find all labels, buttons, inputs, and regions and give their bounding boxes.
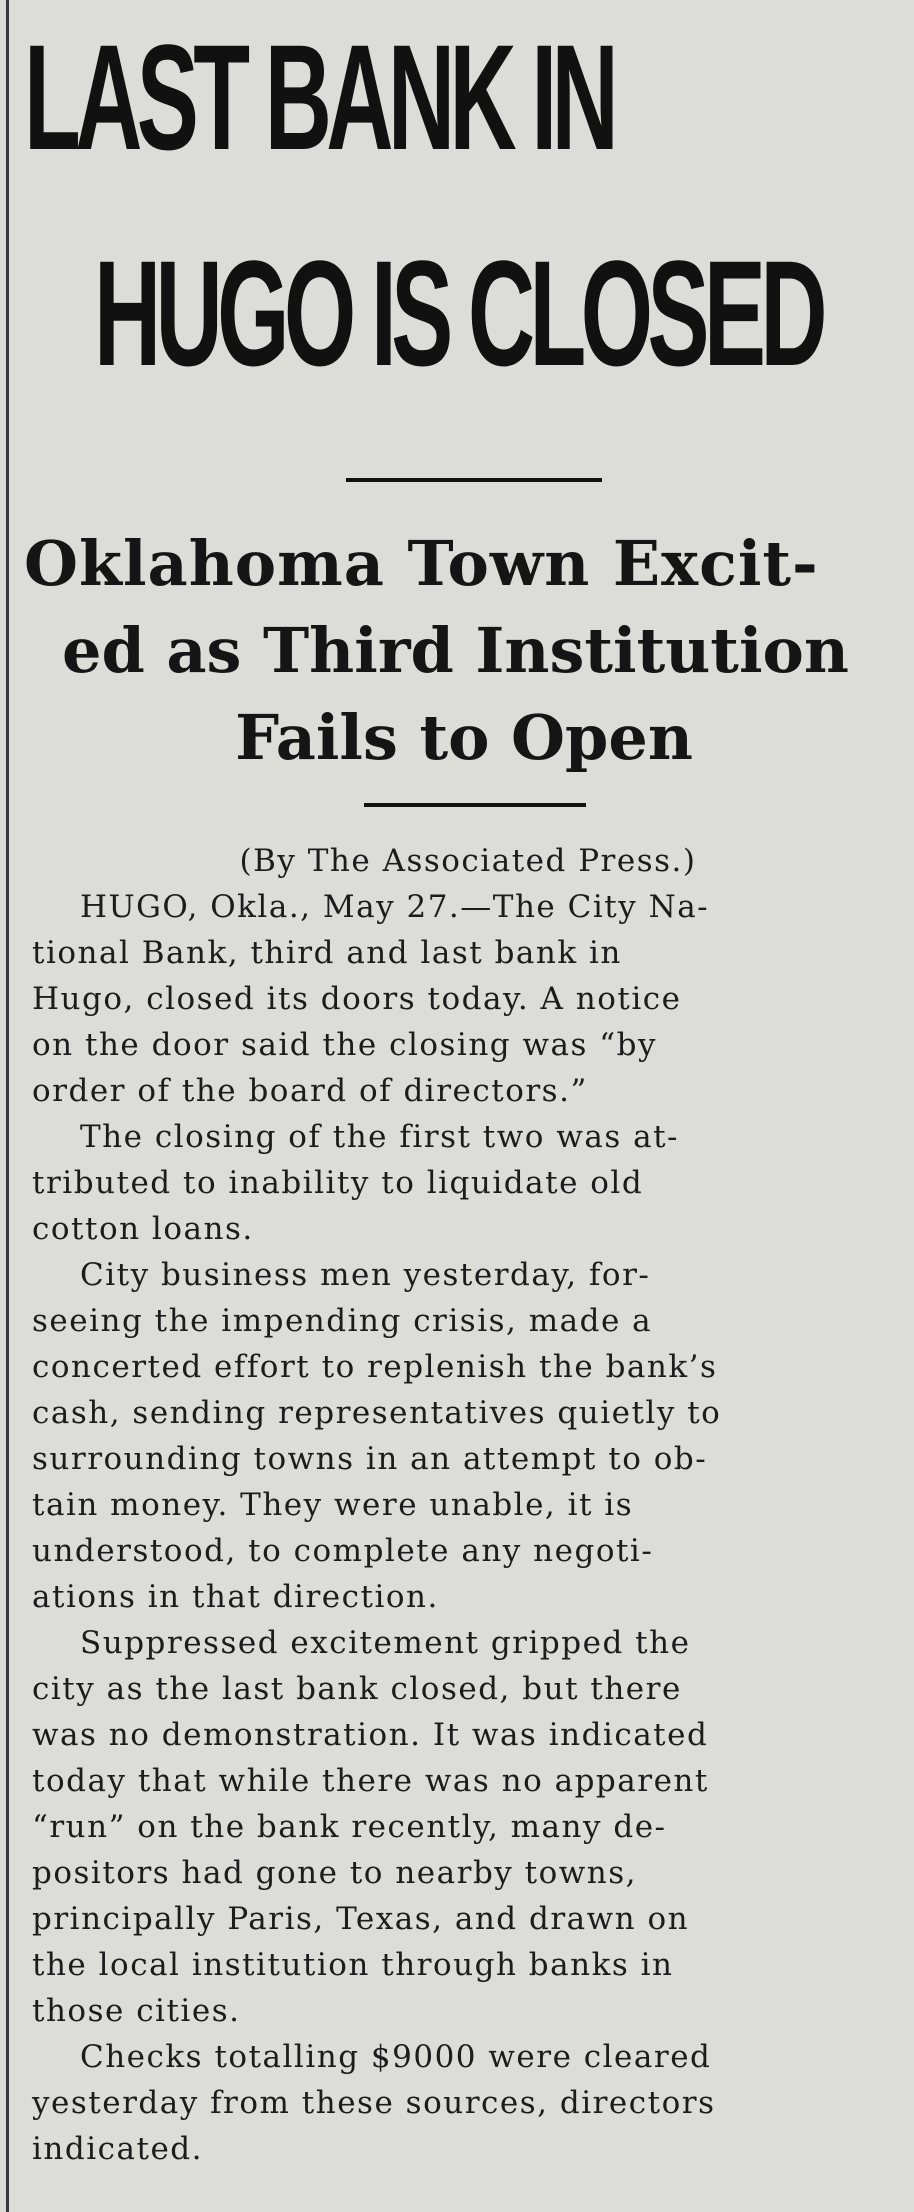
article-body bbox=[32, 838, 904, 2172]
subheadline bbox=[24, 520, 904, 781]
body-line: Suppressed excitement gripped the bbox=[80, 1625, 691, 1661]
subheadline-line-2: ed as Third Institution bbox=[62, 614, 849, 687]
column-rule bbox=[6, 0, 9, 2212]
body-line: tributed to inability to liquidate old bbox=[32, 1165, 644, 1201]
body-line: principally Paris, Texas, and drawn on bbox=[32, 1901, 690, 1937]
body-line: order of the board of directors.” bbox=[32, 1073, 588, 1109]
headline-divider bbox=[346, 478, 602, 482]
body-line: positors had gone to nearby towns, bbox=[32, 1855, 638, 1891]
body-line: indicated. bbox=[32, 2131, 203, 2167]
subheadline-divider bbox=[364, 803, 586, 807]
body-line: “run” on the bank recently, many de- bbox=[32, 1809, 667, 1845]
body-line: tain money. They were unable, it is bbox=[32, 1487, 634, 1523]
body-line: ations in that direction. bbox=[32, 1579, 439, 1615]
body-line: understood, to complete any negoti- bbox=[32, 1533, 654, 1569]
headline-line-2: HUGO IS CLOSED bbox=[94, 229, 822, 397]
body-line: The closing of the first two was at- bbox=[80, 1119, 680, 1155]
body-line: City business men yesterday, for- bbox=[80, 1257, 651, 1293]
body-line: Checks totalling $9000 were cleared bbox=[80, 2039, 712, 2075]
body-line: Hugo, closed its doors today. A notice bbox=[32, 981, 682, 1017]
body-line: city as the last bank closed, but there bbox=[32, 1671, 682, 1707]
body-line: surrounding towns in an attempt to ob- bbox=[32, 1441, 708, 1477]
subheadline-line-3: Fails to Open bbox=[235, 701, 693, 774]
body-line: concerted effort to replenish the bank’s bbox=[32, 1349, 718, 1385]
body-line: seeing the impending crisis, made a bbox=[32, 1303, 653, 1339]
body-line: yesterday from these sources, directors bbox=[32, 2085, 716, 2121]
body-line: on the door said the closing was “by bbox=[32, 1027, 657, 1063]
body-line: today that while there was no apparent bbox=[32, 1763, 709, 1799]
body-line: was no demonstration. It was indicated bbox=[32, 1717, 709, 1753]
subheadline-line-1: Oklahoma Town Excit- bbox=[24, 527, 819, 600]
body-line: HUGO, Okla., May 27.—The City Na- bbox=[80, 889, 710, 925]
body-line: those cities. bbox=[32, 1993, 241, 2029]
body-line: the local institution through banks in bbox=[32, 1947, 674, 1983]
body-line: cash, sending representatives quietly to bbox=[32, 1395, 722, 1431]
body-line: cotton loans. bbox=[32, 1211, 254, 1247]
wire-credit: (By The Associated Press.) bbox=[239, 843, 697, 879]
headline-line-1: LAST BANK IN bbox=[24, 13, 614, 181]
body-line: tional Bank, third and last bank in bbox=[32, 935, 622, 971]
